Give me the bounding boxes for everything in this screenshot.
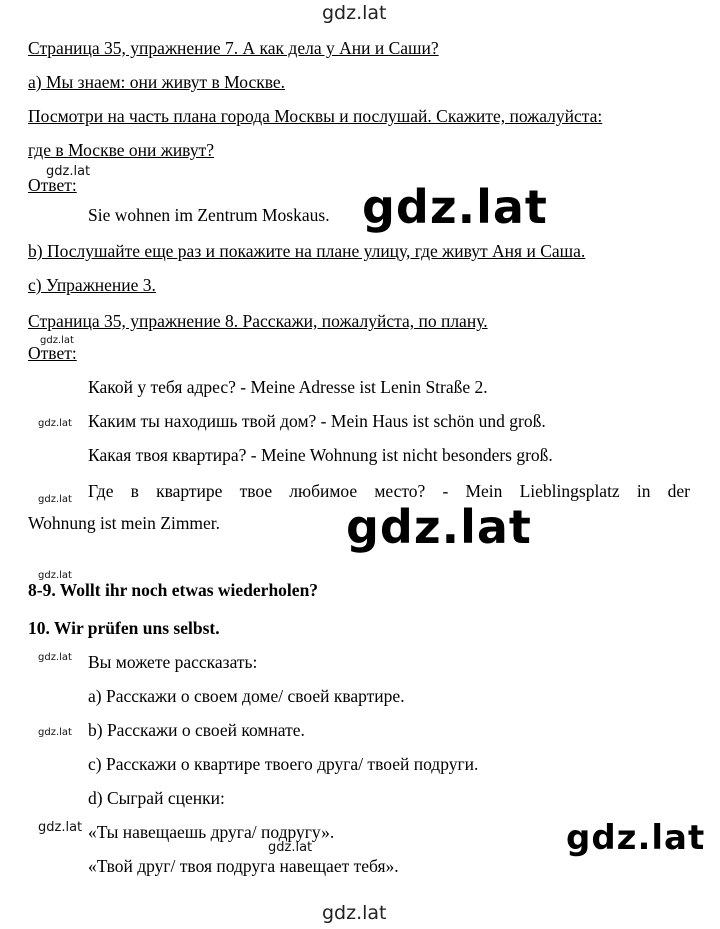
watermark-tiny: gdz.lat (38, 418, 72, 429)
section2-line-3: Какая твоя квартира? - Meine Wohnung ist nicht besonders groß. (88, 445, 553, 465)
section2-line-2: Каким ты находишь твой дом? - Mein Haus ist schön und groß. (88, 411, 546, 431)
section1-answer-text: Sie wohnen im Zentrum Moskaus. (88, 205, 330, 225)
watermark-big-3: gdz.lat (566, 818, 706, 858)
watermark-small: gdz.lat (46, 164, 91, 179)
watermark-big-2: gdz.lat (346, 500, 532, 554)
section3-item-c: с) Расскажи о квартире твоего друга/ твоей подруги. (88, 754, 479, 774)
section2-answer-label: Ответ: (28, 343, 77, 363)
section1-heading: Страница 35, упражнение 7. А как дела у Ани и Саши? (28, 38, 439, 58)
section3-item-a: а) Расскажи о своем доме/ своей квартире. (88, 686, 405, 706)
watermark-big-1: gdz.lat (362, 180, 548, 234)
section2-line-4b: Wohnung ist mein Zimmer. (28, 513, 221, 533)
section2-line-4a: Где в квартире твое любимое место? - Mein Lieblingsplatz in der (88, 481, 690, 501)
watermark-small: gdz.lat (268, 840, 313, 855)
section3-item-d: d) Сыграй сценки: (88, 788, 225, 808)
section3-scene-2: «Твой друг/ твоя подруга навещает тебя». (88, 856, 399, 876)
watermark-bottom: gdz.lat (322, 902, 387, 924)
section2-heading: Страница 35, упражнение 8. Расскажи, пожалуйста, по плану. (28, 311, 488, 331)
watermark-small: gdz.lat (38, 820, 83, 835)
section1-part-c: c) Упражнение 3. (28, 275, 156, 295)
watermark-tiny: gdz.lat (38, 494, 72, 505)
section3-item-b: b) Расскажи о своей комнате. (88, 720, 305, 740)
watermark-tiny: gdz.lat (40, 335, 74, 346)
section1-part-a: а) Мы знаем: они живут в Москве. (28, 72, 286, 92)
section1-instruction-line2: где в Москве они живут? (28, 140, 215, 160)
section3-heading2: 10. Wir prüfen uns selbst. (28, 618, 220, 638)
section1-instruction-line1: Посмотри на часть плана города Москвы и послушай. Скажите, пожалуйста: (28, 106, 603, 126)
section3-scene-1: «Ты навещаешь друга/ подругу». (88, 822, 335, 842)
section3-intro: Вы можете рассказать: (88, 652, 258, 672)
watermark-tiny: gdz.lat (38, 652, 72, 663)
watermark-tiny: gdz.lat (38, 727, 72, 738)
section1-answer-label: Ответ: (28, 175, 77, 195)
watermark-top: gdz.lat (322, 2, 387, 24)
watermark-tiny: gdz.lat (38, 570, 72, 581)
section2-line-1: Какой у тебя адрес? - Meine Adresse ist Lenin Straße 2. (88, 377, 488, 397)
section1-part-b: b) Послушайте еще раз и покажите на плане улицу, где живут Аня и Саша. (28, 241, 586, 261)
section3-heading1: 8-9. Wollt ihr noch etwas wiederholen? (28, 580, 319, 600)
